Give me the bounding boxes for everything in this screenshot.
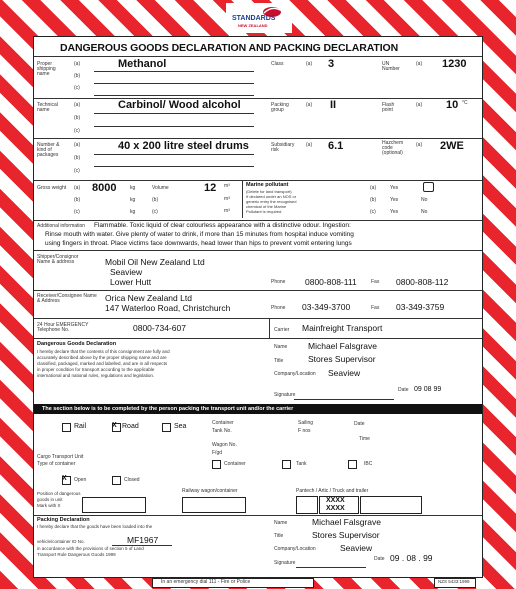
packer-title: Stores Supervisor bbox=[312, 530, 380, 540]
packing-group-label: Packing group bbox=[271, 102, 289, 113]
shipper-phone: 0800-808-111 bbox=[305, 277, 357, 287]
emergency-label: 24 Hour EMERGENCY Telephone No. bbox=[37, 322, 89, 333]
sea-checkbox[interactable] bbox=[162, 423, 171, 432]
volume-value: 12 bbox=[204, 182, 217, 194]
section-banner: The section below is to be completed by the person packing the transport unit and/or the carrier bbox=[34, 404, 482, 414]
trailer-box[interactable] bbox=[360, 496, 422, 514]
shipper-line-3: Lower Hutt bbox=[110, 277, 152, 287]
flash-point-label: Flash point bbox=[382, 102, 395, 113]
tank-checkbox[interactable] bbox=[282, 460, 291, 469]
proper-shipping-name: Methanol bbox=[118, 58, 167, 70]
footer-version: NZS 5433:1999 bbox=[434, 578, 476, 588]
shipper-label: Shipper/Consignor Name & address bbox=[37, 254, 79, 265]
hazchem-label: Hazchem code (optional) bbox=[382, 140, 404, 156]
ibc-checkbox[interactable] bbox=[348, 460, 357, 469]
container-checkbox[interactable] bbox=[212, 460, 221, 469]
declarant-name: Michael Falsgrave bbox=[308, 341, 377, 351]
gross-weight-label: Gross weight bbox=[37, 185, 67, 191]
road-mark: X bbox=[112, 422, 117, 429]
number-kind-label: Number & kind of packages bbox=[37, 142, 60, 158]
rail-checkbox[interactable] bbox=[62, 423, 71, 432]
packer-name: Michael Falsgrave bbox=[312, 517, 381, 527]
pantech-mark-2: XXXX bbox=[326, 505, 345, 512]
flash-point-unit: °C bbox=[462, 100, 468, 106]
receiver-label: Receiver/Consignee Name & Address bbox=[37, 293, 97, 304]
additional-info-line-2: Rinse mouth with water. Give plenty of water to drink, if more than 15 minutes from hospital induce vomiting bbox=[45, 231, 354, 238]
additional-info-line-1: Flammable. Toxic liquid of clear colourless appearance with a distinctive odour. Ingestion: bbox=[94, 222, 351, 229]
class-value: 3 bbox=[328, 58, 335, 70]
packing-heading: Packing Declaration bbox=[37, 517, 90, 523]
subsidiary-risk-value: 6.1 bbox=[328, 140, 344, 152]
additional-info-label: Additional information bbox=[37, 223, 86, 229]
subsidiary-risk-label: Subsidiary risk bbox=[271, 142, 295, 153]
proper-shipping-label: Proper shipping name bbox=[37, 61, 56, 77]
shipper-fax: 0800-808-112 bbox=[396, 277, 449, 287]
dg-declaration-text: I hereby declare that the contents of this consignment are fully and accurately described above by the proper shipping name and are classified, packaged, marked and labelled, and are in all respects in proper condition for transport according to the applicable international and national rules, regulations and legislation. bbox=[37, 349, 170, 378]
pantech-cab-box[interactable] bbox=[296, 496, 318, 514]
volume-label: Volume bbox=[152, 185, 169, 191]
receiver-fax: 03-349-3759 bbox=[396, 302, 445, 312]
technical-name: Carbinol/ Wood alcohol bbox=[118, 99, 241, 111]
packages-value: 40 x 200 litre steel drums bbox=[118, 140, 249, 152]
closed-checkbox[interactable] bbox=[112, 476, 121, 485]
marine-no-checkbox[interactable] bbox=[423, 182, 434, 192]
marine-yes-a: Yes bbox=[390, 185, 399, 191]
carrier-value: Mainfreight Transport bbox=[302, 323, 383, 333]
additional-info-line-3: using fingers in throat. Place victims face downwards, head lower than hips to prevent vomit entering lungs bbox=[45, 240, 352, 247]
railway-box[interactable] bbox=[182, 497, 246, 513]
receiver-address: 147 Waterloo Road, Christchurch bbox=[105, 303, 231, 313]
position-label: Position of dangerous goods in unit Mark with X bbox=[37, 491, 81, 508]
pantech-mark-1: XXXX bbox=[326, 497, 345, 504]
declarant-title: Stores Supervisor bbox=[308, 354, 376, 364]
position-box[interactable] bbox=[82, 497, 146, 513]
declaration-form: DANGEROUS GOODS DECLARATION AND PACKING DECLARATION Proper shipping name (a) (b) (c) Methanol Class (a) 3 UN Number (a) 1230 Technical name (a) (b) (c) Carbinol/ Wood alcohol Packing group (a) II Flash point (a) 10 °C Number & kind of packages (a) (b) (c) 40 x 200 litre steel drums Subsidiary risk (a) 6.1 Hazchem code (optional) (a) 2WE Gross weight (a) (b) (c) 8000 kg kg kg Volume (b) (c) 12 m³ m³ m³ Marine pollutant (Delete for land transport) If declared under an NOS or generic entry the recognised chemical of the Marine Pollutant is required (a) (b) (c) Yes Yes Yes No No Additional information Flammable. Toxic liquid of clear colourless appearance with a distinctive odour. Ingestion: Rinse mouth with water. Give plenty of water to drink, if more than 15 minutes from hospital induce vomiting using fingers in throat. Place victims face downwards, head lower than hips to prevent vomit entering lungs Shipper/Consignor Name & address Mobil Oil New Zealand Ltd Seaview Lower Hutt Phone 0800-808-111 Fax 0800-808-112 Receiver/Consignee Name & Address Orica New Zealand Ltd 147 Waterloo Road, Christchurch Phone 03-349-3700 Fax 03-349-3759 24 Hour EMERGENCY Telephone No. 0800-734-607 Carrier Mainfreight Transport Dangerous Goods Declaration I hereby declare that the contents of this consignment are fully and accurately described above by the proper shipping name and are classified, packaged, marked and labelled, and are in all respects in proper condition for transport according to the applicable international and national rules, regulations and legislation. Name Michael Falsgrave Title Stores Supervisor Company/Location Seaview Signature Date 09 08 99 The section below is to be completed by the person packing the transport unit and/or the carrier Rail X Road Sea Container Tank No. Sailing F nos Date Time Wagon No. F/gd Cargo Transport Unit Type of container Container Tank IBC X Open Closed Position of dangerous goods in unit Mark with X Railway wagon/container Pantech / Artic / Truck and trailer XXXX XXXX Packing Declaration I hereby declare that the goods have been loaded into the vehicle/container ID No. MF1967 in accordance with the provisions of section 5 of Land Transport Rule Dangerous Goods 1999 Name Michael Falsgrave Title Stores Supervisor Company/Location Seaview Signature Date 09 . 08 . 99 bbox=[33, 36, 483, 578]
marine-note: (Delete for land transport) If declared under an NOS or generic entry the recognised chemical of the Marine Pollutant is required bbox=[246, 189, 297, 214]
form-title: DANGEROUS GOODS DECLARATION AND PACKING DECLARATION bbox=[60, 42, 399, 54]
declarant-company: Seaview bbox=[328, 368, 361, 378]
declarant-date: 09 08 99 bbox=[414, 386, 442, 393]
gross-weight-value: 8000 bbox=[92, 182, 117, 194]
emergency-phone: 0800-734-607 bbox=[133, 323, 186, 333]
packing-group-value: II bbox=[330, 99, 337, 111]
flash-point-value: 10 bbox=[446, 99, 459, 111]
packer-date: 09 . 08 . 99 bbox=[390, 553, 433, 563]
footer-emergency: In an emergency dial 111 - Fire or Police bbox=[152, 578, 314, 588]
un-number-value: 1230 bbox=[442, 58, 467, 70]
open-mark: X bbox=[62, 475, 67, 482]
standards-nz-logo bbox=[226, 3, 292, 33]
receiver-name: Orica New Zealand Ltd bbox=[105, 293, 192, 303]
dg-declaration-heading: Dangerous Goods Declaration bbox=[37, 341, 117, 347]
class-label: Class bbox=[271, 61, 284, 67]
shipper-name: Mobil Oil New Zealand Ltd bbox=[105, 257, 205, 267]
packer-company: Seaview bbox=[340, 543, 373, 553]
receiver-phone: 03-349-3700 bbox=[302, 302, 351, 312]
un-number-label: UN Number bbox=[382, 61, 400, 72]
marine-pollutant-label: Marine pollutant bbox=[246, 182, 289, 188]
packing-vehicle-id: MF1967 bbox=[127, 535, 159, 545]
hazchem-value: 2WE bbox=[440, 140, 464, 152]
shipper-line-2: Seaview bbox=[110, 267, 143, 277]
logo-sub: NEW ZEALAND bbox=[238, 23, 268, 28]
technical-name-label: Technical name bbox=[37, 102, 58, 113]
logo-name: STANDARDS bbox=[232, 15, 276, 22]
